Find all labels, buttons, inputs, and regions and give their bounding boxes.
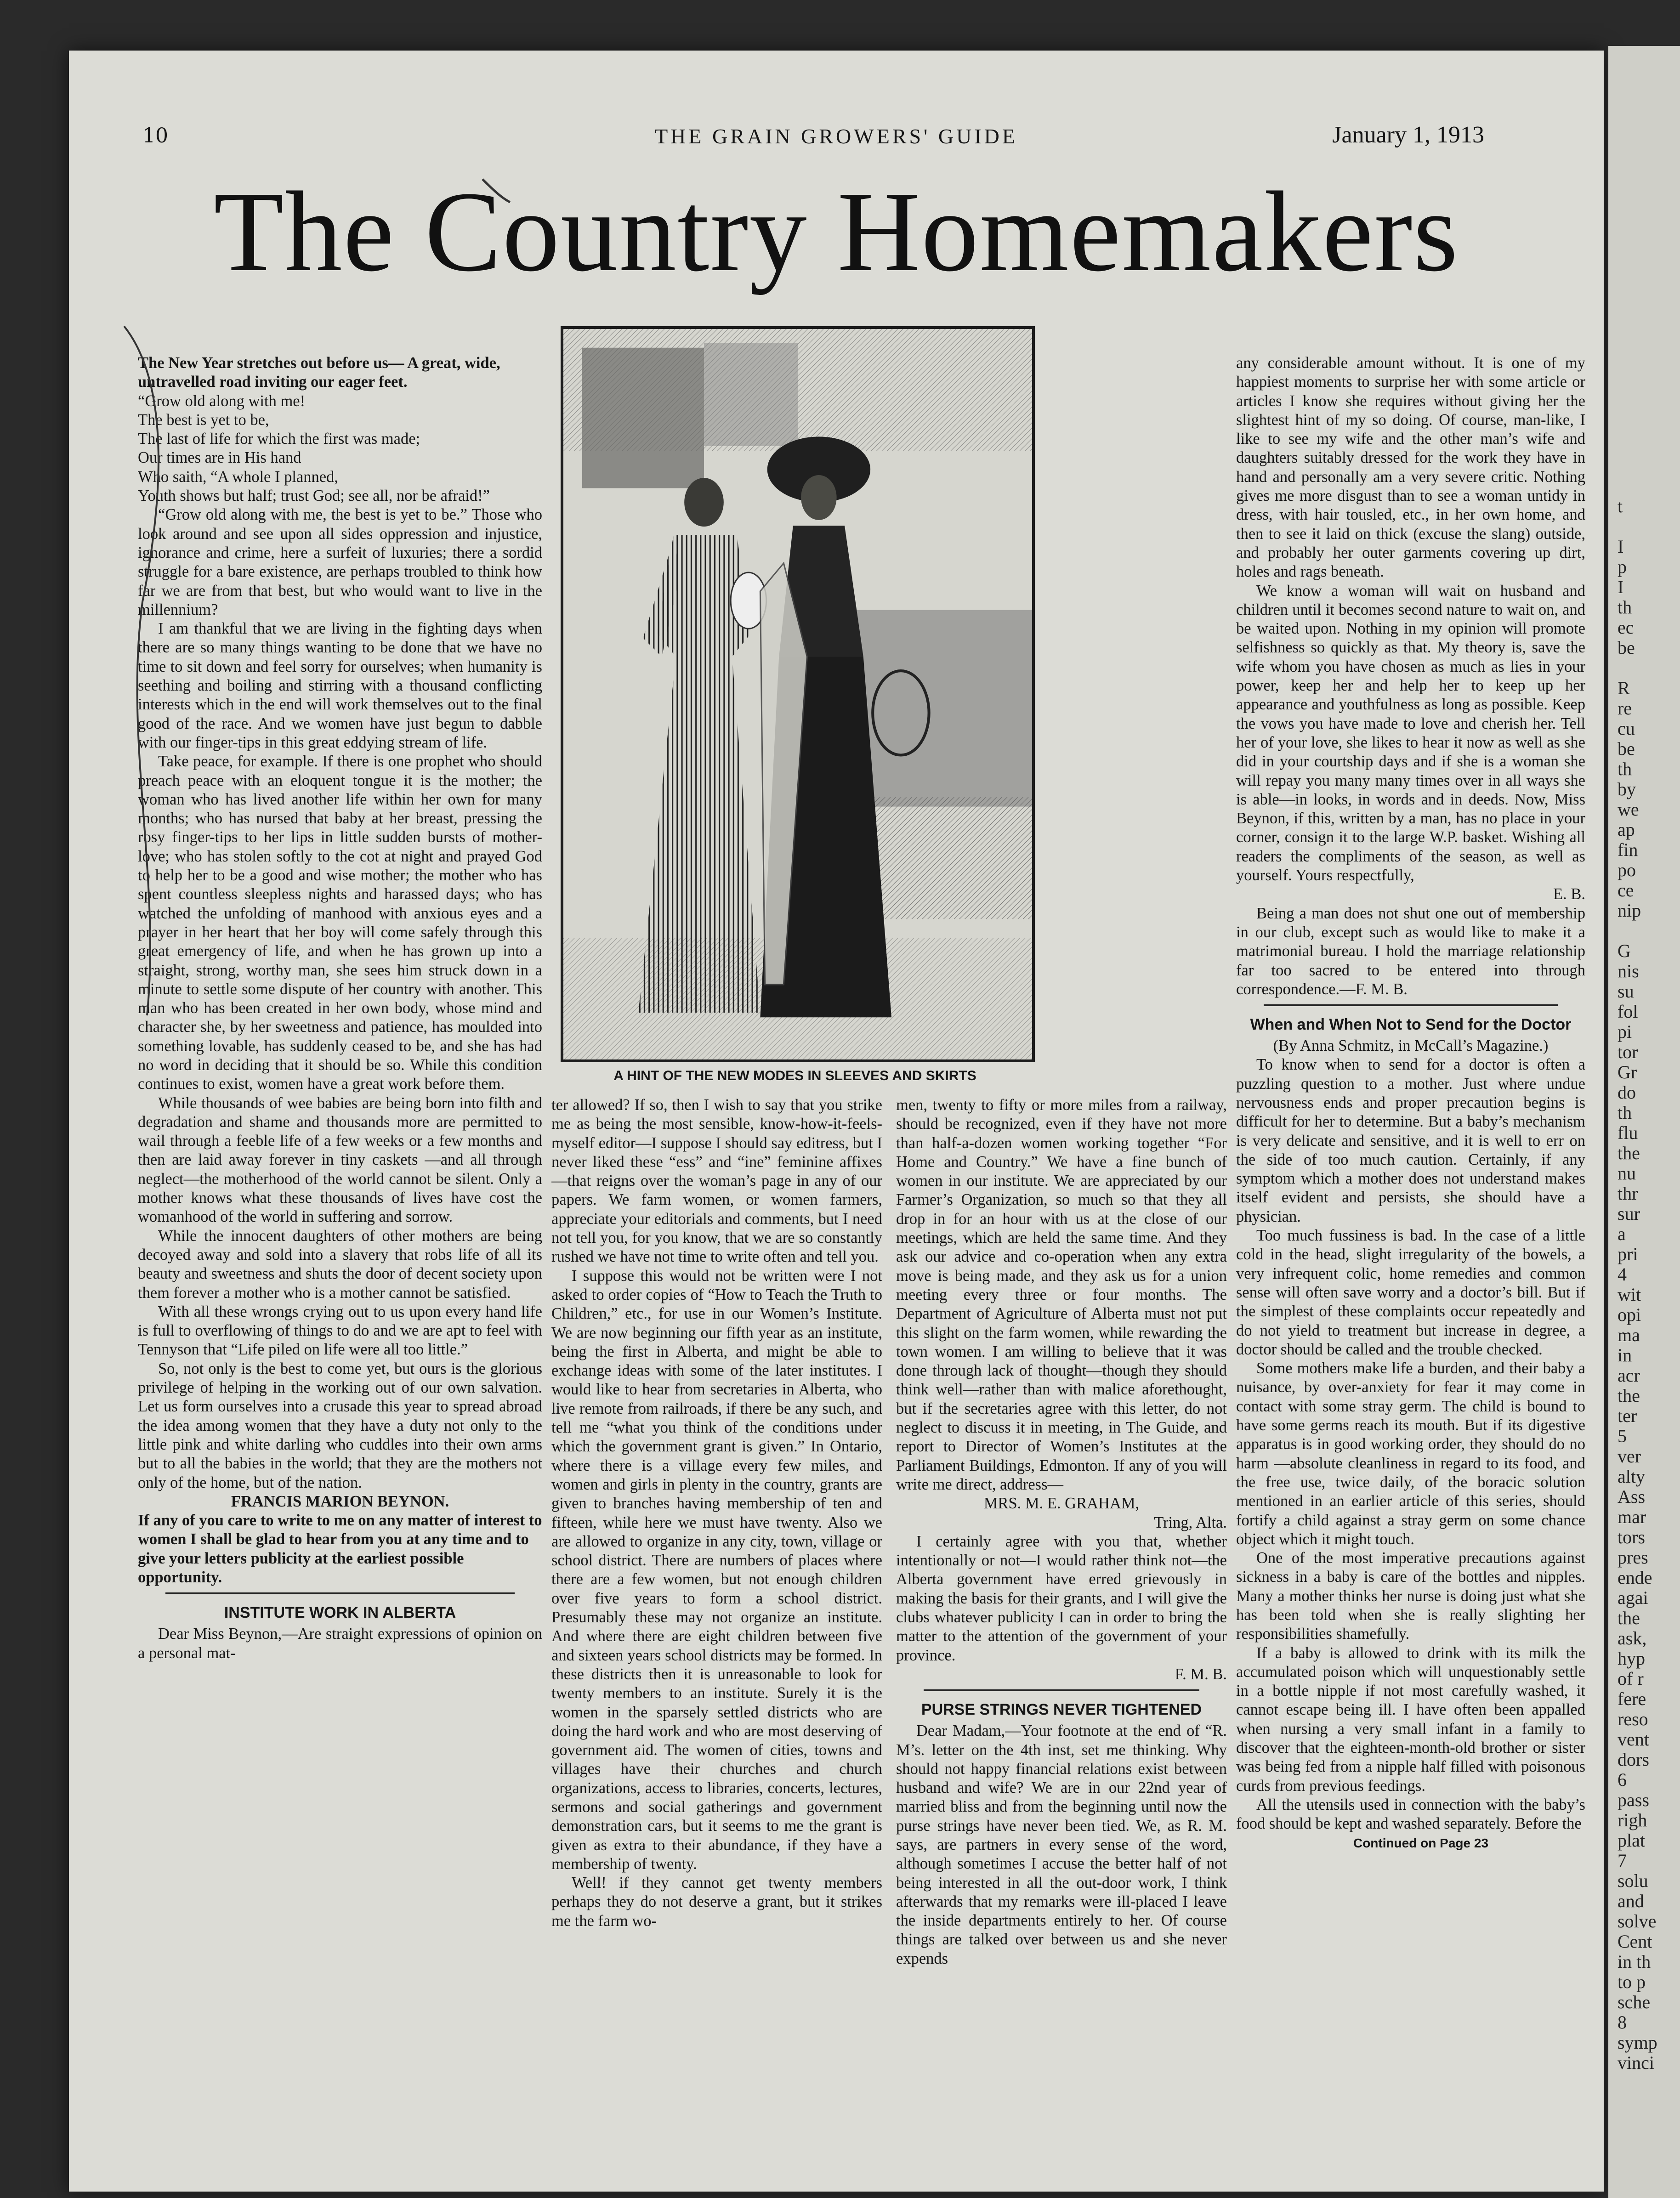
paragraph: any considerable amount without. It is one of my happiest moments to surprise her with some article or articles I know she requires without giving her the slightest hint of my so doing. Of course, man-like, I like to see my wife and the other man’s wife and daughters suitably dressed for the work they have in hand and personally am a very severe critic. Nothing gives me more disgust than to see a woman untidy in dress, with hair tousled, etc., in her own home, and then to see it laid on thick (excuse the slang) outside, and probably her outer garments covering up dirt, holes and rags beneath. bbox=[1236, 354, 1585, 581]
paragraph: Well! if they cannot get twenty members perhaps they do not deserve a grant, but it strikes me the farm wo- bbox=[551, 1874, 882, 1930]
editor-initials: F. M. B. bbox=[1175, 1665, 1227, 1683]
paragraph: To know when to send for a doctor is often a puzzling question to a mother. Just where undue nervousness ends and proper precaution begins is difficult for her to determine. But a baby’s mechanism is very delicate and sensitive, and it is well to err on the side of too much caution. Certainly, if any symptom which a mother does not understand makes itself evident and persists, she should have a physician. bbox=[1236, 1056, 1585, 1225]
continued-note: Continued on Page 23 bbox=[1353, 1835, 1489, 1850]
intro-lead: The New Year stretches out before us— A great, wide, untravelled road inviting our eager feet. bbox=[138, 354, 500, 391]
illustration-caption: A HINT OF THE NEW MODES IN SLEEVES AND SKIRTS bbox=[613, 1068, 976, 1083]
editor-signature: FRANCIS MARION BEYNON. bbox=[231, 1492, 449, 1510]
section-heading-doctor: When and When Not to Send for the Doctor bbox=[1250, 1016, 1572, 1034]
paragraph: Some mothers make life a burden, and their baby a nuisance, by over-anxiety for fear it may come in contact with some stray germ. The child is bound to have some germs reach its mouth. But if its digestive apparatus is in good working order, they should do no harm —absolute cleanliness in regard to its food, and the free use, twice daily, of the boracic solution mentioned in an earlier article of this series, should fortify a child against a stray germ on some chance object which it might touch. bbox=[1236, 1360, 1585, 1548]
column-3 bbox=[896, 1096, 1227, 2143]
journal-name: THE GRAIN GROWERS' GUIDE bbox=[655, 125, 1018, 148]
fashion-illustration bbox=[561, 326, 1035, 1062]
column-4 bbox=[1236, 354, 1585, 2146]
paragraph: If a baby is allowed to drink with its milk the accumulated poison which will unquestionably settle in a bottle nipple if not most carefully washed, it cannot escape being ill. I have often been appalled when nursing a very small infant in a family to discover that the eighteen-month-old brother or sister was being fed from a nipple half filled with poisonous curds from previous feedings. bbox=[1236, 1644, 1585, 1795]
column-1 bbox=[138, 354, 542, 2146]
closing-note: If any of you care to write to me on any matter of interest to women I shall be glad to hear from you at any time and to give your letters publicity at the earliest possible opportunity. bbox=[138, 1512, 542, 1586]
letter-place: Tring, Alta. bbox=[1154, 1513, 1227, 1531]
adjacent-page-edge bbox=[1608, 46, 1680, 2198]
verse-line: “Grow old along with me! bbox=[138, 392, 306, 410]
page-header bbox=[69, 124, 1604, 152]
verse-line: The best is yet to be, bbox=[138, 411, 269, 429]
page-title: The Country Homemakers bbox=[213, 168, 1459, 295]
paragraph: We know a woman will wait on husband and children until it becomes second nature to wait on, and be waited upon. Nothing in my opinion will promote selfishness so quickly as that. My theory is, save the wife whom you have chosen as much as lies in your power, keep her and help her to keep up her appearance and youthfulness as long as possible. Keep the vows you have made to love and cherish her. Tell her of your love, she likes to hear it now as well as she did in your courtship days and if she is a woman she will repay you many many times over in all ways she is able—in looks, in words and in deeds. Now, Miss Beynon, if this, written by a man, has no place in your corner, consign it to the large W.P. basket. Wishing all readers the compliments of the season, as well as yourself. Yours respectfully, bbox=[1236, 582, 1585, 884]
newspaper-page bbox=[69, 51, 1604, 2192]
two-women-engraving bbox=[563, 329, 1032, 1059]
paragraph: Too much fussiness is bad. In the case of a little cold in the head, slight irregularity of the bowels, a very infrequent colic, home remedies and common sense will often save worry and a doctor’s bill. But if the simplest of these complaints occur repeatedly and do not yield to treatment but increase in degree, a doctor should be called and the trouble checked. bbox=[1236, 1227, 1585, 1358]
verse-line: Youth shows but half; trust God; see all, nor be afraid!” bbox=[138, 487, 490, 505]
adjacent-page-text: t I p I th ec be R re cu be th by we ap fin po ce nip G nis su fol pi tor Gr do th flu the nu thr sur a pri 4 wit opi ma in acr the ter 5 ver alty Ass mar tors pres ende agai the ask, hyp of r fere reso vent dors 6 pass righ plat 7 solu and solve Cent in th to p sche 8 symp vinci bbox=[1618, 496, 1657, 2073]
paragraph: “Grow old along with me, the best is yet to be.” Those who look around and see upon all sides oppression and injustice, ignorance and crime, here a surfeit of luxuries; there a sordid struggle for a bare existence, are perhaps troubled to think how far we are from that best, but who would want to live in the millennium? bbox=[138, 506, 542, 618]
paragraph: While the innocent daughters of other mothers are being decoyed away and sold into a slavery that robs life of all its beauty and sweetness and shuts the door of decent society upon them forever a mother who is a mother cannot be satisfied. bbox=[138, 1227, 542, 1302]
section-divider bbox=[924, 1689, 1199, 1691]
paragraph: So, not only is the best to come yet, but ours is the glorious privilege of helping in the working out of our own salvation. Let us form ourselves into a crusade this year to spread abroad the idea among women that they have a duty not only to the little pink and white darling who cuddles into their own arms but to all the babies in the world; that they are the mothers not only of the home, but of the nation. bbox=[138, 1360, 542, 1491]
paragraph: While thousands of wee babies are being born into filth and degradation and shame and thousands more are permitted to wail through a feeble life of a few weeks or a few months and then are laid away forever in tiny caskets —and all through neglect—the motherhood of the world cannot be silent. Only a mother knows what these thousands of lives have cost the womanhood of the world in suffering and sorrow. bbox=[138, 1094, 542, 1226]
section-divider bbox=[1264, 1004, 1558, 1006]
paragraph: Dear Miss Beynon,—Are straight expressions of opinion on a personal mat- bbox=[138, 1625, 542, 1662]
issue-date: January 1, 1913 bbox=[1332, 122, 1484, 148]
paragraph: I am thankful that we are living in the fighting days when there are so many things wanting to be done that we have no time to sit down and feel sorry for ourselves; when humanity is seething and boiling and stirring with a thousand conflicting interests which in the end will work themselves out to the final good of the race. And we women have just begun to dabble with our finger-tips in this great eddying stream of life. bbox=[138, 620, 542, 751]
paragraph: I suppose this would not be written were I not asked to order copies of “How to Teach the Truth to Children,” etc., for use in our Women’s Institute. We are now beginning our fifth year as an institute, being the first in Alberta, and might be able to exchange ideas with some of the later institutes. I would like to hear from secretaries in Alberta, who live remote from railroads, if there be any such, and tell me “what you think of the conditions under which the government grant is given.” In Ontario, where there is a village every few miles, and women and girls in plenty in the country, grants are given to branches having membership of ten and fifteen, while here we must have twenty. Also we are allowed to organize in any city, town, village or school district. There are numbers of places where there are a few women, but not enough children over five years to form a school district. Presumably these may not organize an institute. And where there are eight children between five and sixteen years school districts may be formed. In these districts then it is unreasonable to look for twenty members to an institute. Surely it is the women in the sparsely settled districts who are doing the hard work and who are most deserving of government aid. The women of cities, towns and villages have their churches and church organizations, access to libraries, concerts, lectures, sermons and social gatherings and government demonstration cars, but it seems to me the grant is given as extra to their abundance, if they have a membership of twenty. bbox=[551, 1267, 882, 1873]
verse-line: Who saith, “A whole I planned, bbox=[138, 468, 338, 486]
verse-line: Our times are in His hand bbox=[138, 449, 301, 467]
column-2 bbox=[551, 1096, 882, 2143]
editor-reply: I certainly agree with you that, whether intentionally or not—I would rather think not—the Alberta government have erred grievously in making the basis for their grants, and I will give the clubs whatever publicity I can in order to bring the matter to the attention of the government of your province. bbox=[896, 1532, 1227, 1664]
paragraph: ter allowed? If so, then I wish to say that you strike me as being the most sensible, know-how-it-feels-myself editor—I suppose I should say editress, but I never liked these “ess” and “ine” feminine affixes—that reigns over the woman’s page in any of our papers. We farm women, or women farmers, appreciate your editorials and comments, but I need not tell you, for you know, that we are so constantly rushed we have not time to write often and tell you. bbox=[551, 1096, 882, 1266]
paragraph: Dear Madam,—Your footnote at the end of “R. M’s. letter on the 4th inst, set me thinking. Why should not happy financial relations exist between husband and wife? We are in our 22nd year of married bliss and from the beginning until now the purse strings have never been tied. We, as R. M. says, are partners in every sense of the word, although sometimes I accuse the better half of not being interested in all the out-door work, I think afterwards that my remarks were ill-placed I leave the inside departments entirely to her. Of course things are talked over between us and she never expends bbox=[896, 1722, 1227, 1967]
editor-note: Being a man does not shut one out of membership in our club, except such as would like to make it a matrimonial bureau. I hold the marriage relationship far too sacred to be entered into through correspondence.—F. M. B. bbox=[1236, 904, 1585, 998]
verse-line: The last of life for which the first was made; bbox=[138, 430, 420, 448]
article-source: (By Anna Schmitz, in McCall’s Magazine.) bbox=[1273, 1037, 1549, 1055]
letter-author: MRS. M. E. GRAHAM, bbox=[983, 1495, 1140, 1513]
section-heading-purse-strings: PURSE STRINGS NEVER TIGHTENED bbox=[921, 1701, 1202, 1719]
paragraph: One of the most imperative precautions against sickness in a baby is care of the bottles and nipples. Many a mother thinks her nurse is doing just what she has been told when she is really slighting her responsibilities shamefully. bbox=[1236, 1549, 1585, 1643]
paragraph: Take peace, for example. If there is one prophet who should preach peace with an eloquent tongue it is the mother; the woman who has lived another life within her own for many months; who has nursed that baby at her breast, pressing the rosy finger-tips to her lips in little sudden bursts of mother-love; who has stolen softly to the cot at night and prayed God to help her to be a good and wise mother; the mother who has spent countless sleepless nights and harassed days; who has watched the unfolding of manhood with anxious eyes and a prayer in her heart that her boy will come safely through this great emergency of life, and when he has grown up into a straight, strong, worthy man, she sees him struck down in a minute to settle some dispute of her country with another. This man who has been created in her own body, whose mind and character she, by her sweetness and patience, has moulded into something lovable, has suddenly ceased to be, and she has had no word in deciding that it should be so. While this condition continues to exist, women have a great work before them. bbox=[138, 753, 542, 1093]
section-heading-institute: INSTITUTE WORK IN ALBERTA bbox=[224, 1604, 456, 1622]
paragraph: men, twenty to fifty or more miles from a railway, should be recognized, even if they have not more than half-a-dozen women working together “For Home and Country.” We have a fine bunch of women in our institute. We are appreciated by our Farmer’s Organization, so much so that they all drop in for an hour with us at the close of our meetings, which are held the same time. And they ask our advice and co-operation when any extra move is being made, and they ask us for a union meeting every three or four months. The Department of Agriculture of Alberta must not put this slight on the farm women, while rewarding the town women. I am willing to believe that it was done through lack of thought—though they should think well—rather than with malice aforethought, but if the secretaries agree with this letter, do not neglect to discuss it in meeting, in The Guide, and report to Director of Women’s Institutes at the Parliament Buildings, Edmonton. If any of you will write me direct, address— bbox=[896, 1096, 1227, 1493]
page-number: 10 bbox=[142, 124, 168, 147]
section-divider bbox=[165, 1592, 515, 1594]
letter-signature: E. B. bbox=[1553, 885, 1585, 903]
paragraph: All the utensils used in connection with the baby’s food should be kept and washed separately. Before the bbox=[1236, 1796, 1585, 1833]
paragraph: With all these wrongs crying out to us upon every hand life is full to overflowing of things to do and we are apt to feel with Tennyson that “Life piled on life were all too little.” bbox=[138, 1303, 542, 1359]
